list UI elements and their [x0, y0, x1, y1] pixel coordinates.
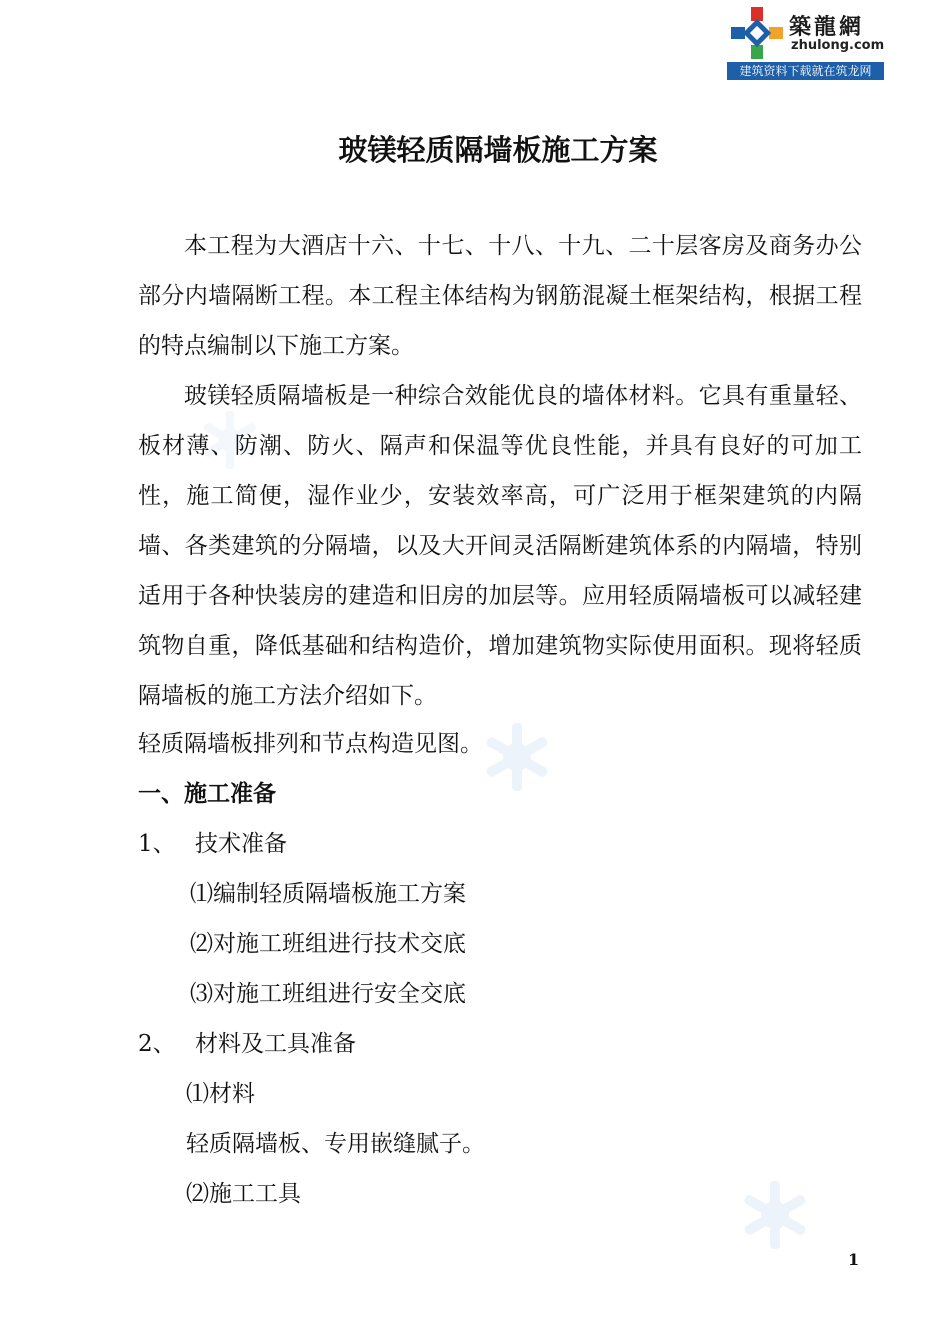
sub-item: ⑴材料: [186, 1081, 255, 1107]
item-label-technical: 技术准备: [195, 831, 287, 857]
sub-item: ⑶对施工班组进行安全交底: [190, 981, 466, 1007]
logo-mark-icon: [727, 4, 787, 62]
description-paragraph: 玻镁轻质隔墙板是一种综合效能优良的墙体材料。它具有重量轻、板材薄、防潮、防火、隔声和保温等优良性能，并具有良好的可加工性，施工简便，湿作业少，安装效率高，可广泛用于框架建筑的内隔墙、各类建筑的分隔墙，以及大开间灵活隔断建筑体系的内隔墙，特别适用于各种快装房的建造和旧房的加层等。应用轻质隔墙板可以减轻建筑物自重，降低基础和结构造价，增加建筑物实际使用面积。现将轻质隔墙板的施工方法介绍如下。: [138, 383, 862, 709]
watermark-snowflake-icon: [740, 1180, 810, 1250]
logo-domain: zhulong.com: [791, 38, 885, 53]
logo-chinese-name: 築龍網: [789, 14, 865, 40]
item-number: 1、: [138, 831, 176, 857]
watermark-snowflake-icon: [482, 722, 552, 792]
sub-item: ⑴编制轻质隔墙板施工方案: [190, 881, 466, 907]
sub-item: ⑵对施工班组进行技术交底: [190, 931, 466, 957]
materials-text: 轻质隔墙板、专用嵌缝腻子。: [186, 1131, 485, 1157]
zhulong-logo: [727, 4, 884, 80]
sub-item: ⑵施工工具: [186, 1181, 301, 1207]
intro-paragraph: 本工程为大酒店十六、十七、十八、十九、二十层客房及商务办公部分内墙隔断工程。本工程主体结构为钢筋混凝土框架结构，根据工程的特点编制以下施工方案。: [138, 233, 862, 359]
item-label-materials: 材料及工具准备: [195, 1031, 356, 1057]
section-heading: 一、施工准备: [138, 781, 276, 807]
page-number: 1: [848, 1250, 860, 1269]
layout-note: 轻质隔墙板排列和节点构造见图。: [138, 731, 483, 757]
logo-slogan: 建筑资料下载就在筑龙网: [727, 62, 884, 80]
item-number: 2、: [138, 1031, 176, 1057]
document-title: 玻镁轻质隔墙板施工方案: [338, 133, 658, 167]
